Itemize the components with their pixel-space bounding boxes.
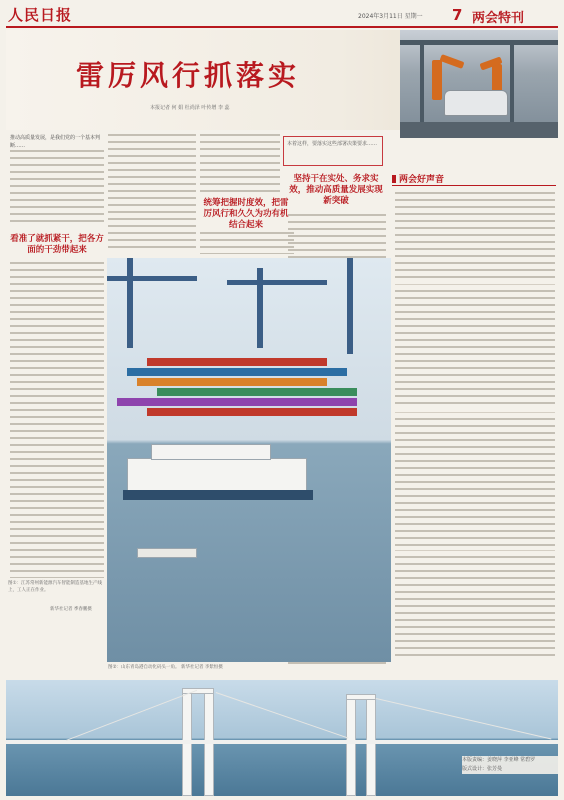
voice-paragraph-2 [395,290,555,408]
photo-credit-1: 新华社记者 季春鹏摄 [50,607,92,612]
voice-paragraph-3 [395,418,555,546]
masthead-rule [6,26,558,28]
issue-date: 2024年3月11日 星期一 [358,13,423,20]
editor-credits: 本版责编：姜晓萍 李亚峰 常碧罗 版式设计：张芳曼 [462,756,558,774]
column-rule [392,185,556,186]
highlight-text: 本着这样，要落实这些部署决策要求…… [287,141,378,147]
masthead [6,4,558,26]
mid-column-b2 [200,232,294,254]
port-photo [107,258,391,662]
left-column-body [10,262,104,578]
highlight-box [283,136,383,166]
newspaper-logo: 人民日报 [8,6,73,24]
voice-separator-3 [395,550,555,551]
voice-separator-1 [395,284,555,285]
voice-paragraph-1 [395,192,555,280]
mid-column-a [108,134,196,252]
intro-paragraph: 推动高质量发展，是我们党的一个基本判断…… [10,135,101,149]
subheading-3: 坚持干在实处、务求实效，推动高质量发展实现新突破 [289,174,383,206]
page-headline: 雷厉风行抓落实 [76,59,301,92]
column-heading [392,172,444,185]
left-column-intro [10,134,104,224]
subheading-1: 看准了就抓紧干，把各方面的干劲带起来 [10,234,104,255]
section-title: 两会特刊 [472,11,525,26]
section-marker-icon [392,175,396,183]
byline: 本报记者 何 娟 杜尚泽 叶传增 李 蕊 [150,105,230,111]
photo-caption-2: 图②：山东青岛港自动化码头一角。 新华社记者 李紫恒摄 [108,665,223,670]
voice-paragraph-4 [395,556,555,656]
bridge-photo [6,680,558,796]
voice-separator-2 [395,412,555,413]
column-heading-text: 两会好声音 [399,175,445,185]
subheading-2: 统筹把握时度效，把雷厉风行和久久为功有机结合起来 [203,198,289,230]
page-number: 7 [452,6,463,24]
mid-column-b [200,134,280,194]
factory-photo [400,30,558,138]
photo-caption-1: 图①：江苏常州新能源汽车智能制造基地生产线上，工人正在作业。 [8,581,103,593]
